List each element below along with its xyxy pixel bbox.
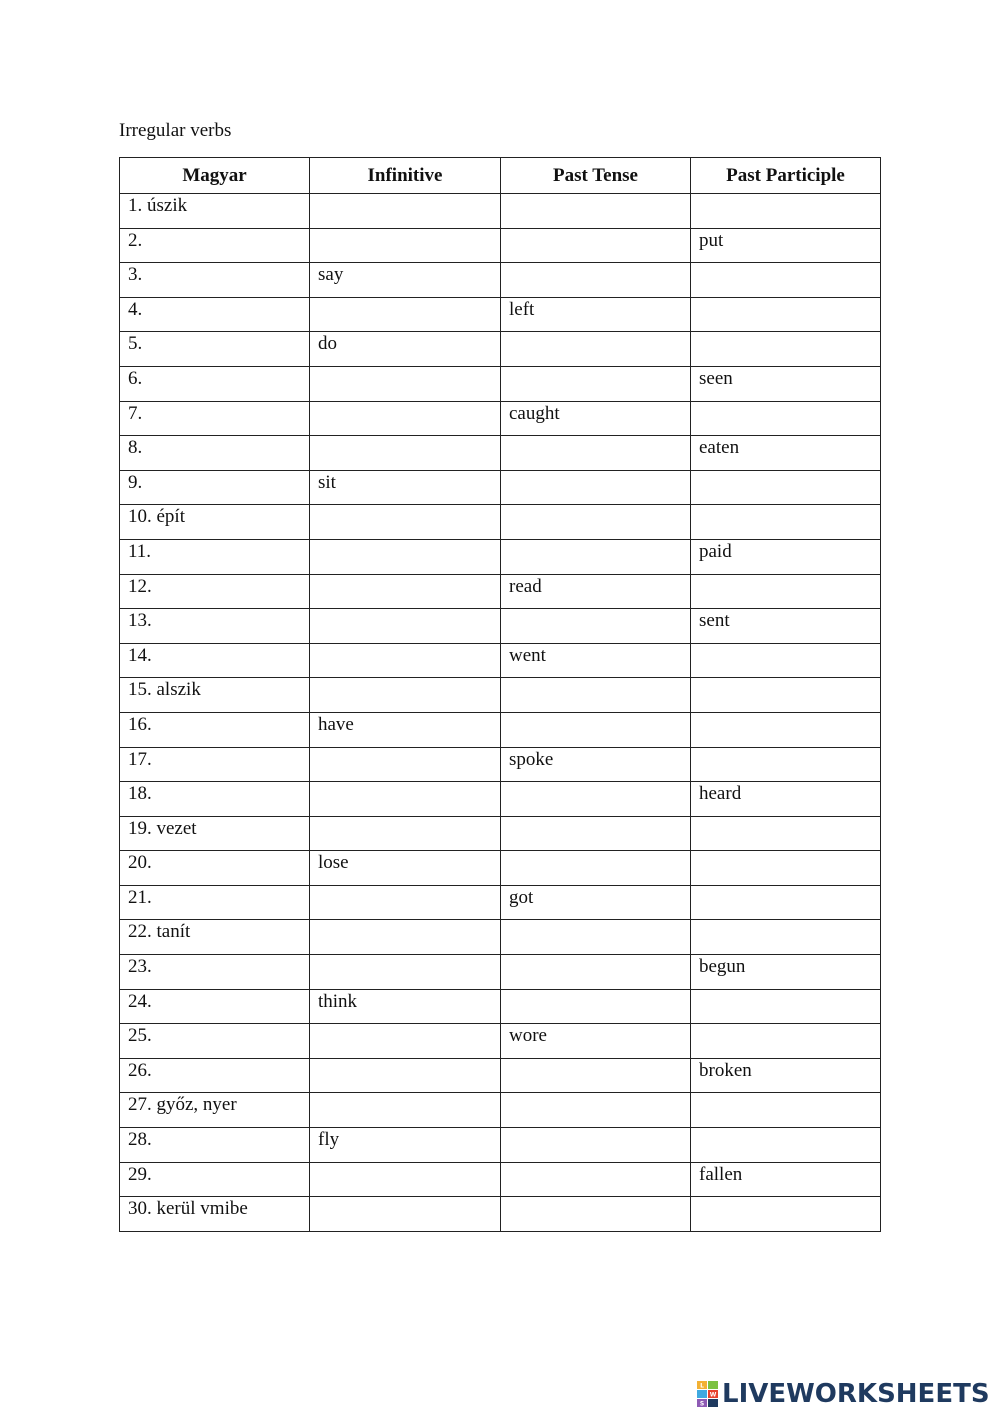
table-row (120, 436, 881, 471)
infinitive-cell: lose (310, 851, 501, 886)
past-participle-cell: broken (691, 1058, 881, 1093)
table-row (120, 1197, 881, 1232)
infinitive-cell (310, 609, 501, 644)
past-participle-cell (691, 332, 881, 367)
past-tense-cell (501, 1197, 691, 1232)
magyar-cell: 12. (120, 574, 310, 609)
liveworksheets-logo-icon (697, 1381, 719, 1407)
past-tense-cell (501, 1093, 691, 1128)
magyar-cell: 4. (120, 297, 310, 332)
infinitive-cell: have (310, 712, 501, 747)
past-participle-cell (691, 401, 881, 436)
past-participle-cell (691, 1197, 881, 1232)
magyar-cell: 5. (120, 332, 310, 367)
magyar-cell: 1. úszik (120, 194, 310, 229)
table-row (120, 643, 881, 678)
table-row (120, 401, 881, 436)
infinitive-cell: fly (310, 1128, 501, 1163)
table-row (120, 470, 881, 505)
header-infinitive: Infinitive (310, 158, 501, 194)
past-tense-cell (501, 1162, 691, 1197)
past-participle-cell (691, 574, 881, 609)
table-body (120, 194, 881, 1232)
past-participle-cell (691, 816, 881, 851)
past-tense-cell (501, 263, 691, 298)
past-participle-cell: put (691, 228, 881, 263)
magyar-cell: 26. (120, 1058, 310, 1093)
table-row (120, 332, 881, 367)
svg-text:W: W (709, 1391, 717, 1399)
past-tense-cell: read (501, 574, 691, 609)
infinitive-cell: sit (310, 470, 501, 505)
magyar-cell: 7. (120, 401, 310, 436)
table-row (120, 782, 881, 817)
past-participle-cell (691, 297, 881, 332)
infinitive-cell (310, 401, 501, 436)
infinitive-cell (310, 194, 501, 229)
table-row (120, 989, 881, 1024)
past-tense-cell (501, 539, 691, 574)
infinitive-cell (310, 643, 501, 678)
magyar-cell: 28. (120, 1128, 310, 1163)
infinitive-cell: say (310, 263, 501, 298)
past-participle-cell: sent (691, 609, 881, 644)
infinitive-cell: think (310, 989, 501, 1024)
table-row (120, 1162, 881, 1197)
past-tense-cell (501, 366, 691, 401)
infinitive-cell (310, 816, 501, 851)
table-row (120, 885, 881, 920)
magyar-cell: 11. (120, 539, 310, 574)
infinitive-cell (310, 1197, 501, 1232)
table-row (120, 1093, 881, 1128)
table-row (120, 1024, 881, 1059)
past-participle-cell: heard (691, 782, 881, 817)
magyar-cell: 18. (120, 782, 310, 817)
infinitive-cell (310, 955, 501, 990)
magyar-cell: 20. (120, 851, 310, 886)
past-tense-cell (501, 712, 691, 747)
past-tense-cell (501, 989, 691, 1024)
magyar-cell: 25. (120, 1024, 310, 1059)
infinitive-cell (310, 539, 501, 574)
past-tense-cell (501, 782, 691, 817)
past-tense-cell: wore (501, 1024, 691, 1059)
magyar-cell: 15. alszik (120, 678, 310, 713)
past-tense-cell (501, 1128, 691, 1163)
table-row (120, 747, 881, 782)
infinitive-cell (310, 1024, 501, 1059)
svg-text:L: L (700, 1382, 704, 1390)
past-participle-cell (691, 263, 881, 298)
past-participle-cell (691, 851, 881, 886)
past-participle-cell (691, 989, 881, 1024)
liveworksheets-brand (697, 1379, 990, 1409)
past-tense-cell (501, 1058, 691, 1093)
past-tense-cell (501, 851, 691, 886)
svg-text:S: S (699, 1400, 705, 1407)
table-header (120, 158, 881, 194)
past-tense-cell: spoke (501, 747, 691, 782)
magyar-cell: 24. (120, 989, 310, 1024)
table-row (120, 1058, 881, 1093)
infinitive-cell (310, 228, 501, 263)
header-row (120, 158, 881, 194)
table-row (120, 228, 881, 263)
past-participle-cell (691, 885, 881, 920)
header-past-tense: Past Tense (501, 158, 691, 194)
past-tense-cell (501, 470, 691, 505)
past-tense-cell (501, 955, 691, 990)
table-row (120, 1128, 881, 1163)
past-participle-cell: eaten (691, 436, 881, 471)
table-row (120, 851, 881, 886)
table-row (120, 574, 881, 609)
magyar-cell: 16. (120, 712, 310, 747)
past-tense-cell (501, 816, 691, 851)
infinitive-cell (310, 782, 501, 817)
past-tense-cell: went (501, 643, 691, 678)
past-tense-cell (501, 436, 691, 471)
past-participle-cell (691, 643, 881, 678)
irregular-verbs-table (119, 157, 881, 1232)
past-participle-cell (691, 678, 881, 713)
table-row (120, 816, 881, 851)
infinitive-cell (310, 505, 501, 540)
past-tense-cell (501, 678, 691, 713)
past-tense-cell (501, 194, 691, 229)
magyar-cell: 2. (120, 228, 310, 263)
table-row (120, 297, 881, 332)
table-row (120, 920, 881, 955)
header-magyar: Magyar (120, 158, 310, 194)
past-tense-cell: caught (501, 401, 691, 436)
past-participle-cell (691, 505, 881, 540)
infinitive-cell (310, 1058, 501, 1093)
magyar-cell: 10. épít (120, 505, 310, 540)
infinitive-cell (310, 366, 501, 401)
infinitive-cell (310, 297, 501, 332)
magyar-cell: 6. (120, 366, 310, 401)
past-participle-cell: paid (691, 539, 881, 574)
past-participle-cell: fallen (691, 1162, 881, 1197)
table-row (120, 539, 881, 574)
past-tense-cell (501, 609, 691, 644)
past-tense-cell (501, 228, 691, 263)
brand-wordmark: LIVEWORKSHEETS (722, 1379, 990, 1409)
infinitive-cell (310, 574, 501, 609)
infinitive-cell (310, 436, 501, 471)
past-tense-cell (501, 505, 691, 540)
infinitive-cell (310, 747, 501, 782)
past-participle-cell (691, 470, 881, 505)
past-participle-cell (691, 747, 881, 782)
magyar-cell: 30. kerül vmibe (120, 1197, 310, 1232)
table-row (120, 366, 881, 401)
magyar-cell: 17. (120, 747, 310, 782)
past-participle-cell (691, 712, 881, 747)
table-row (120, 505, 881, 540)
magyar-cell: 23. (120, 955, 310, 990)
magyar-cell: 8. (120, 436, 310, 471)
infinitive-cell (310, 1093, 501, 1128)
magyar-cell: 19. vezet (120, 816, 310, 851)
infinitive-cell (310, 678, 501, 713)
past-tense-cell (501, 920, 691, 955)
past-participle-cell: begun (691, 955, 881, 990)
magyar-cell: 3. (120, 263, 310, 298)
table-row (120, 263, 881, 298)
magyar-cell: 27. győz, nyer (120, 1093, 310, 1128)
past-participle-cell (691, 194, 881, 229)
past-tense-cell: got (501, 885, 691, 920)
magyar-cell: 22. tanít (120, 920, 310, 955)
table-row (120, 712, 881, 747)
magyar-cell: 13. (120, 609, 310, 644)
infinitive-cell (310, 920, 501, 955)
table-row (120, 194, 881, 229)
magyar-cell: 9. (120, 470, 310, 505)
magyar-cell: 21. (120, 885, 310, 920)
past-participle-cell (691, 1093, 881, 1128)
header-past-participle: Past Participle (691, 158, 881, 194)
past-participle-cell: seen (691, 366, 881, 401)
document-title: Irregular verbs (119, 120, 232, 141)
infinitive-cell (310, 1162, 501, 1197)
magyar-cell: 14. (120, 643, 310, 678)
past-participle-cell (691, 1024, 881, 1059)
table-row (120, 955, 881, 990)
past-participle-cell (691, 920, 881, 955)
table-row (120, 609, 881, 644)
infinitive-cell (310, 885, 501, 920)
infinitive-cell: do (310, 332, 501, 367)
past-tense-cell (501, 332, 691, 367)
table-row (120, 678, 881, 713)
past-tense-cell: left (501, 297, 691, 332)
past-participle-cell (691, 1128, 881, 1163)
magyar-cell: 29. (120, 1162, 310, 1197)
